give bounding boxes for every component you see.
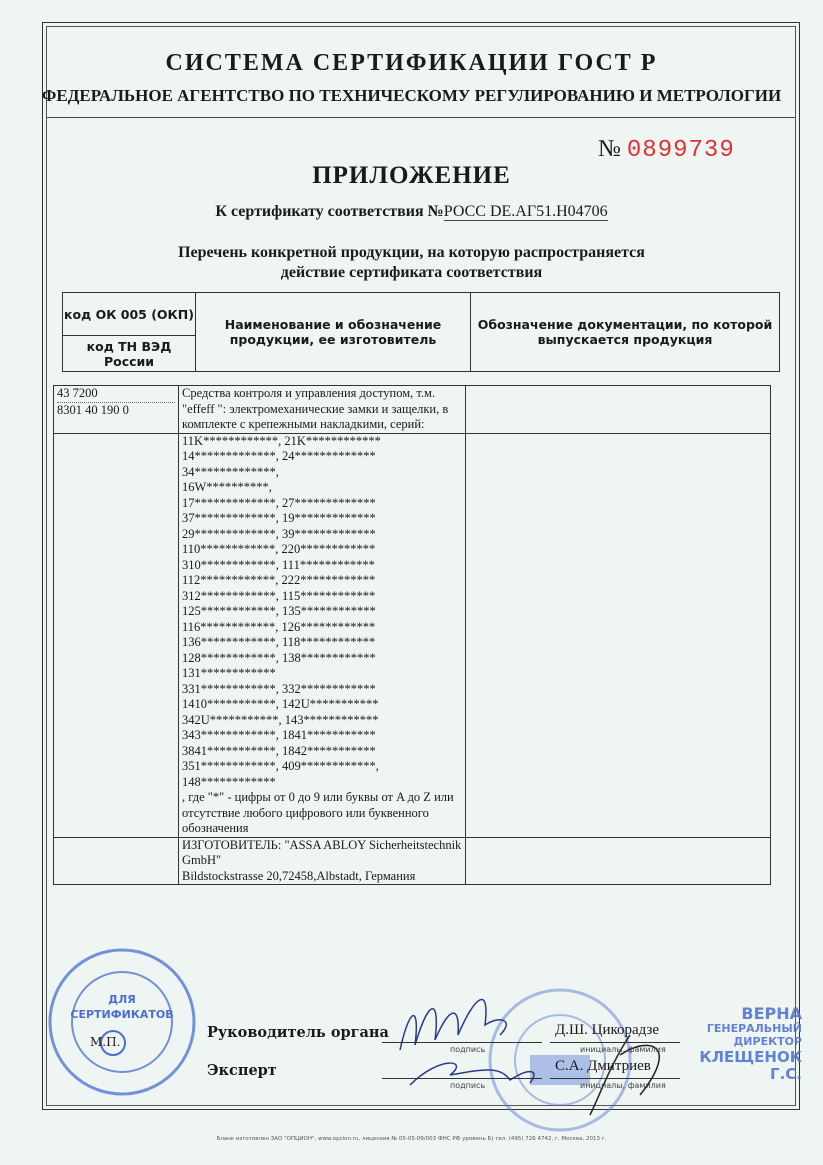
col-docs: Обозначение документации, по которой выпускается продукция (471, 293, 780, 372)
expert-name-caption: инициалы, фамилия (580, 1081, 666, 1090)
expert-name: С.А. Дмитриев (555, 1058, 651, 1074)
series-item: 343************, 1841*********** (182, 728, 376, 742)
manufacturer: ИЗГОТОВИТЕЛЬ: "ASSA ABLOY Sicherheitstechnik GmbH" (182, 837, 462, 867)
expert-name-line (550, 1078, 680, 1079)
series-note: , где "*" - цифры от 0 до 9 или буквы от A до Z или отсутствие любого цифрового или буквенного обозначения (182, 790, 454, 835)
series-item: 131************ (182, 666, 276, 680)
signatures-image (380, 975, 720, 1125)
product-table (53, 385, 771, 885)
series-item: 148************ (182, 774, 276, 789)
series-item: 29*************, 39************* (182, 526, 376, 541)
series-item: 110************, 220************ (182, 542, 376, 556)
expert-label: Эксперт (207, 1062, 277, 1079)
series-item: 310************, 111************ (182, 557, 375, 572)
number-value: 0899739 (626, 137, 735, 164)
okp-code: 43 7200 (57, 386, 175, 403)
cert-reference (0, 203, 823, 221)
series-item: 116************, 126************ (182, 619, 376, 634)
product-description: Средства контроля и управления доступом, т.м. "effeff ": электромеханические замки и защелки, в комплекте с крепежными накладкими, серий: (179, 386, 466, 434)
series-item: 136************, 118************ (182, 635, 376, 649)
head-sign-caption: подпись (450, 1045, 486, 1054)
col-name: Наименование и обозначение продукции, ее изготовитель (196, 293, 471, 372)
copy-stamp-line-3: КЛЕЩЕНОК Г.С. (699, 1047, 802, 1083)
tnved-code: 8301 40 190 0 (57, 402, 129, 417)
manufacturer-address: Bildstockstrasse 20,72458,Albstadt, Германия (182, 868, 416, 883)
series-item: 331************, 332************ (182, 681, 376, 696)
copy-stamp-line-1: ВЕРНА (741, 1004, 802, 1023)
cert-label: К сертификату соответствия № (215, 203, 444, 220)
series-item: 342U***********, 143************ (182, 712, 379, 727)
svg-text:СЕРТИФИКАТОВ: СЕРТИФИКАТОВ (70, 1008, 174, 1021)
series-item: 11K************, 21K************ (182, 433, 381, 448)
list-title-line-1: Перечень конкретной продукции, на которую распространяется (178, 244, 645, 261)
head-name-line (550, 1042, 680, 1043)
list-title (0, 243, 823, 283)
copy-stamp-line-2: ГЕНЕРАЛЬНЫЙ ДИРЕКТОР (706, 1022, 802, 1049)
number-prefix: № (598, 136, 621, 162)
series-item: 16W**********, (182, 480, 272, 494)
form-number (598, 136, 735, 164)
head-name: Д.Ш. Цикорадзе (555, 1022, 660, 1038)
system-title: СИСТЕМА СЕРТИФИКАЦИИ ГОСТ Р (165, 50, 658, 76)
certification-body-stamp (45, 945, 200, 1100)
head-name-caption: инициалы, фамилия (580, 1045, 666, 1054)
series-item: 1410***********, 142U*********** (182, 697, 379, 711)
series-list (182, 434, 462, 791)
doc-title: ПРИЛОЖЕНИЕ (312, 162, 511, 189)
head-label: Руководитель органа (207, 1024, 389, 1041)
column-header-table (62, 292, 780, 372)
series-item: 125************, 135************ (182, 604, 376, 618)
series-item: 14*************, 24************* (182, 449, 376, 463)
series-item: 37*************, 19************* (182, 511, 376, 525)
series-item: 128************, 138************ (182, 650, 376, 665)
list-title-line-2: действие сертификата соответствия (280, 264, 543, 281)
table-row (54, 433, 771, 837)
agency-title: ФЕДЕРАЛЬНОЕ АГЕНТСТВО ПО ТЕХНИЧЕСКОМУ РЕГУЛИРОВАНИЮ И МЕТРОЛОГИИ (41, 86, 782, 105)
table-row (54, 386, 771, 434)
form-footer: Бланк изготовлен ЗАО "ОПЦИОН", www.opcion.ru, лицензия № 05-05-09/003 ФНС РФ уровень Б) тел. (495) 726 4742, г. Москва, 2013 г. (216, 1136, 607, 1142)
table-row (54, 837, 771, 885)
series-item: 17*************, 27************* (182, 495, 376, 510)
series-item: 351************, 409************, (182, 759, 379, 773)
series-item: 34*************, (182, 464, 279, 479)
svg-text:ДЛЯ: ДЛЯ (108, 993, 136, 1006)
col-tnved: код ТН ВЭД России (63, 336, 196, 372)
series-item: 112************, 222************ (182, 573, 376, 587)
cert-number: РОСС DE.АГ51.Н04706 (443, 203, 608, 220)
series-item: 3841***********, 1842*********** (182, 743, 376, 758)
mp-label: М.П. (90, 1035, 121, 1049)
col-okp: код ОК 005 (ОКП) (63, 293, 196, 336)
series-item: 312************, 115************ (182, 588, 376, 603)
head-signature-line (382, 1042, 542, 1043)
expert-sign-caption: подпись (450, 1081, 486, 1090)
expert-signature-line (382, 1078, 542, 1079)
